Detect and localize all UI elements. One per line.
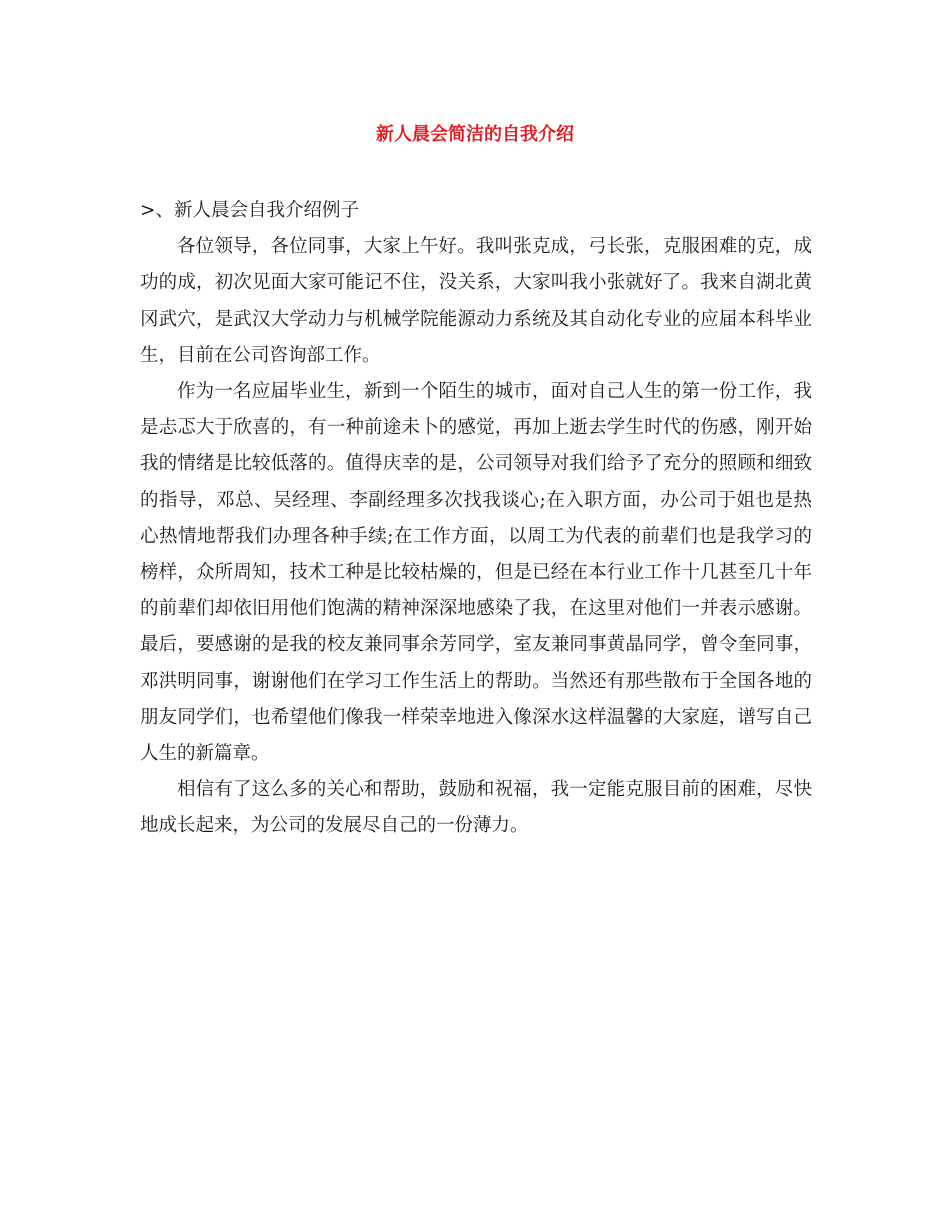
paragraph-greeting: 各位领导，各位同事，大家上午好。我叫张克成，弓长张，克服困难的克，成功的成，初次见面大家可能记不住，没关系，大家叫我小张就好了。我来自湖北黄冈武穴，是武汉大学动力与机械学院能源动力系统及其自动化专业的应届本科毕业生，目前在公司咨询部工作。 xyxy=(140,236,812,366)
paragraph-closing: 相信有了这么多的关心和帮助，鼓励和祝福，我一定能克服目前的困难，尽快地成长起来，为公司的发展尽自己的一份薄力。 xyxy=(140,779,812,837)
paragraph-thanks: 作为一名应届毕业生，新到一个陌生的城市，面对自己人生的第一份工作，我是忐忑大于欣喜的，有一种前途未卜的感觉，再加上逝去学生时代的伤感，刚开始我的情绪是比较低落的。值得庆幸的是，公司领导对我们给予了充分的照顾和细致的指导，邓总、吴经理、李副经理多次找我谈心;在入职方面，办公司于姐也是热心热情地帮我们办理各种手续;在工作方面，以周工为代表的前辈们也是我学习的榜样，众所周知，技术工种是比较枯燥的，但是已经在本行业工作十几甚至几十年的前辈们却依旧用他们饱满的精神深深地感染了我，在这里对他们一并表示感谢。最后，要感谢的是我的校友兼同事余芳同学，室友兼同事黄晶同学，曾令奎同事，邓洪明同事，谢谢他们在学习工作生活上的帮助。当然还有那些散布于全国各地的朋友同学们，也希望他们像我一样荣幸地进入像深水这样温馨的大家庭，谱写自己人生的新篇章。 xyxy=(140,381,812,765)
document-body xyxy=(140,193,812,845)
section-heading: >、新人晨会自我介绍例子 xyxy=(140,200,360,221)
document-title: 新人晨会简洁的自我介绍 xyxy=(376,124,574,145)
